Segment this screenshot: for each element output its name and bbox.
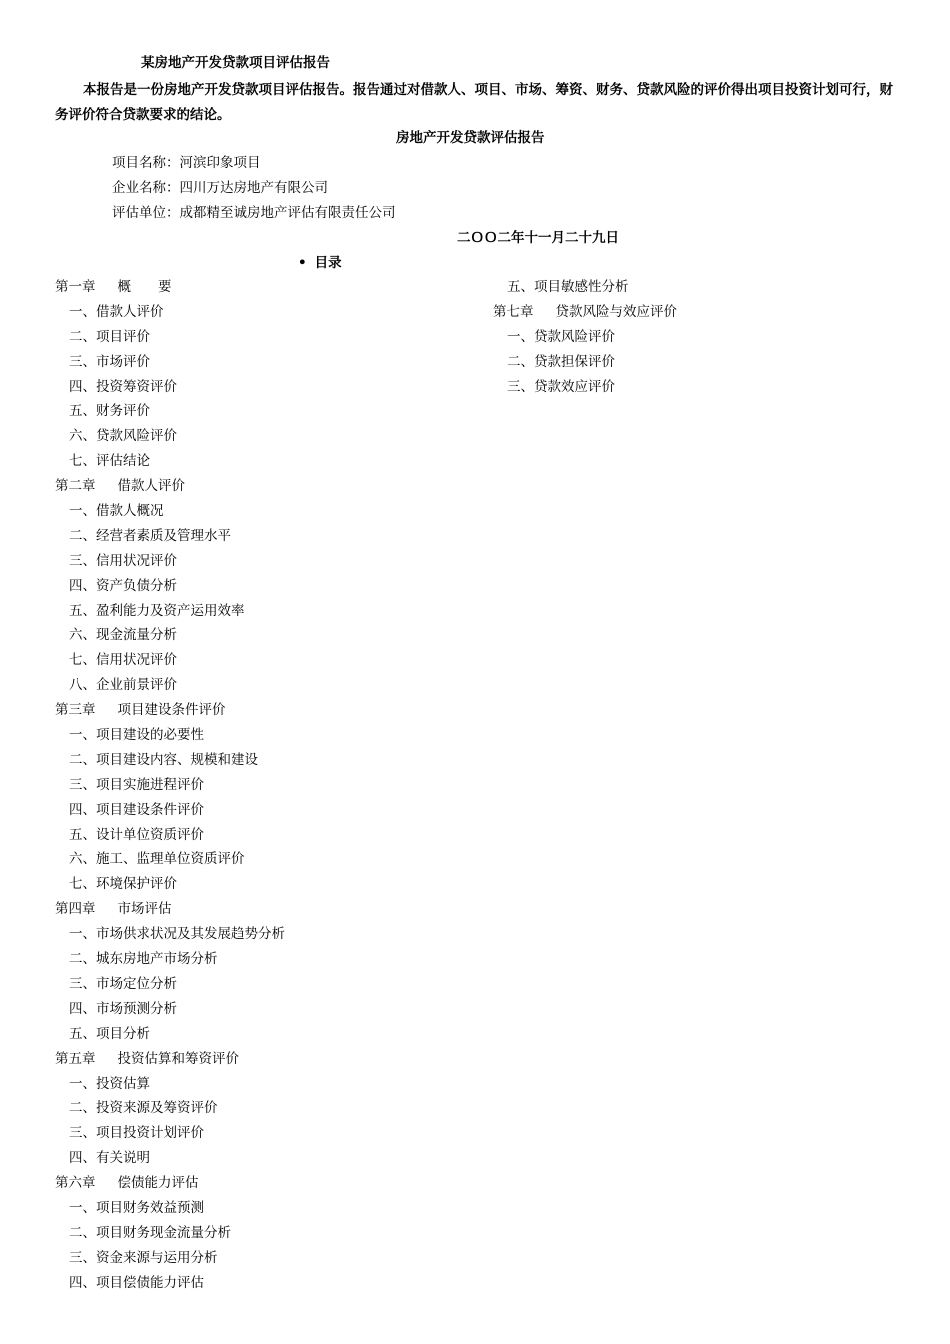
- toc-section: 一、项目财务效益预测: [69, 1199, 204, 1216]
- toc-section: 四、市场预测分析: [69, 1000, 177, 1017]
- toc-section: 七、评估结论: [69, 453, 150, 470]
- toc-section: 三、项目实施进程评价: [69, 776, 204, 793]
- info-project-name: [112, 154, 261, 172]
- toc-chapter: [55, 701, 285, 726]
- toc-section: 二、贷款担保评价: [507, 353, 615, 370]
- toc-section: 三、项目投资计划评价: [69, 1125, 204, 1142]
- report-subtitle: 房地产开发贷款评估报告: [396, 130, 545, 146]
- toc-section: 四、投资筹资评价: [69, 378, 177, 395]
- intro-paragraph: 本报告是一份房地产开发贷款项目评估报告。报告通过对借款人、项目、市场、筹资、财务、贷款风险的评价得出项目投资计划可行，财务评价符合贷款要求的结论。: [55, 82, 893, 123]
- toc-section: 五、设计单位资质评价: [69, 826, 204, 843]
- info-label: 评估单位：: [112, 205, 180, 221]
- toc-chapter-title: 市场评估: [117, 901, 172, 918]
- toc-chapter-title: 借款人评价: [117, 478, 185, 495]
- toc-section: 六、现金流量分析: [69, 627, 177, 644]
- info-label: 企业名称：: [112, 180, 180, 196]
- toc-section: 一、市场供求状况及其发展趋势分析: [69, 926, 285, 943]
- bullet-icon: •: [298, 255, 307, 271]
- toc-section: 五、财务评价: [69, 403, 150, 420]
- toc-section: 五、盈利能力及资产运用效率: [69, 602, 245, 619]
- toc-chapter-number: 第三章: [55, 702, 96, 719]
- info-label: 项目名称：: [112, 155, 180, 171]
- toc-section: 一、借款人评价: [69, 303, 164, 320]
- toc-chapter-title: 贷款风险与效应评价: [555, 303, 677, 320]
- toc-section: 一、投资估算: [69, 1075, 150, 1092]
- info-value: 成都精至诚房地产评估有限责任公司: [179, 205, 396, 221]
- info-company-name: [112, 179, 328, 197]
- toc-section: 二、城东房地产市场分析: [69, 951, 218, 968]
- toc-section: 五、项目敏感性分析: [507, 279, 629, 295]
- toc-section: 二、经营者素质及管理水平: [69, 527, 231, 544]
- info-value: 河滨印象项目: [179, 155, 261, 171]
- toc-section: 四、项目偿债能力评估: [69, 1274, 204, 1291]
- toc-chapter: [55, 1050, 285, 1075]
- toc-section: 三、市场评价: [69, 353, 150, 370]
- toc-heading-label: 目录: [314, 255, 342, 271]
- toc-chapter: [55, 278, 285, 303]
- toc-section: 五、项目分析: [69, 1025, 150, 1042]
- toc-section: 六、施工、监理单位资质评价: [69, 851, 245, 868]
- toc-chapter-number: 第二章: [55, 478, 96, 495]
- toc-section: 二、投资来源及筹资评价: [69, 1100, 218, 1117]
- toc-section: 七、信用状况评价: [69, 652, 177, 669]
- info-appraiser: [112, 204, 396, 222]
- toc-section: 六、贷款风险评价: [69, 428, 177, 445]
- toc-left-column: [55, 278, 285, 1299]
- toc-chapter-number: 第一章: [55, 279, 96, 295]
- toc-section: 二、项目建设内容、规模和建设: [69, 751, 258, 768]
- toc-chapter-number: 第四章: [55, 901, 96, 918]
- toc-chapter: [55, 1174, 285, 1199]
- toc-chapter-number: 第六章: [55, 1175, 96, 1192]
- toc-section: 一、贷款风险评价: [507, 328, 615, 345]
- toc-section: 七、环境保护评价: [69, 876, 177, 893]
- toc-right-column: [493, 278, 677, 402]
- toc-section: 四、资产负债分析: [69, 577, 177, 594]
- toc-chapter-title: 偿债能力评估: [117, 1175, 199, 1192]
- report-date: 二ＯＯ二年十一月二十九日: [457, 230, 619, 246]
- toc-chapter-number: 第七章: [493, 303, 534, 320]
- document-title: 某房地产开发贷款项目评估报告: [141, 55, 330, 71]
- toc-section: 一、借款人概况: [69, 503, 164, 520]
- toc-chapter: [55, 477, 285, 502]
- toc-section: 三、资金来源与运用分析: [69, 1249, 218, 1266]
- info-value: 四川万达房地产有限公司: [179, 180, 328, 196]
- toc-chapter-title: 项目建设条件评价: [117, 702, 226, 719]
- toc-section: 二、项目评价: [69, 328, 150, 345]
- toc-section: 二、项目财务现金流量分析: [69, 1224, 231, 1241]
- toc-chapter-number: 第五章: [55, 1050, 96, 1067]
- toc-section: 三、市场定位分析: [69, 975, 177, 992]
- toc-section: 三、信用状况评价: [69, 552, 177, 569]
- toc-chapter-title: 投资估算和筹资评价: [117, 1050, 239, 1067]
- toc-section: 三、贷款效应评价: [507, 378, 615, 395]
- toc-chapter: [493, 303, 677, 328]
- toc-chapter-title: 概 要: [117, 279, 172, 295]
- toc-section: 八、企业前景评价: [69, 677, 177, 694]
- toc-section: 一、项目建设的必要性: [69, 727, 204, 744]
- toc-heading: [298, 254, 342, 272]
- toc-section: 四、项目建设条件评价: [69, 801, 204, 818]
- toc-section: 四、有关说明: [69, 1150, 150, 1167]
- toc-chapter: [55, 900, 285, 925]
